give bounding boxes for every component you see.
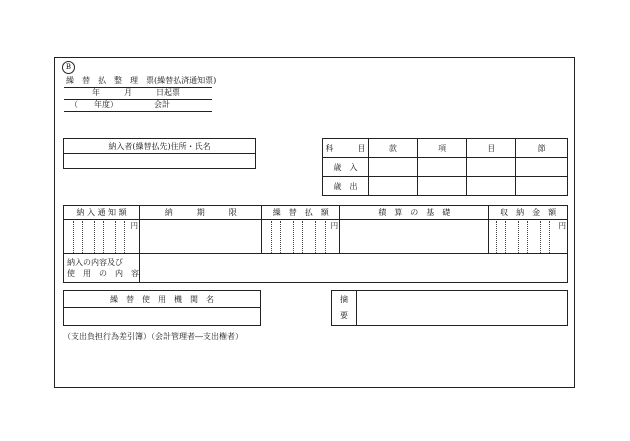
remarks-label-2: 要	[340, 311, 348, 320]
account-header-subject: 科 目	[323, 139, 369, 158]
account-header-moku: 目	[467, 139, 516, 158]
payer-field[interactable]	[64, 154, 256, 169]
payer-label: 納入者(繰替払先)住所・氏名	[64, 139, 256, 154]
digit-separator	[505, 221, 506, 253]
account-cell[interactable]	[467, 177, 516, 196]
content-label-cell	[64, 254, 140, 283]
account-table	[322, 138, 568, 196]
advance-payment-cell[interactable]	[262, 220, 340, 254]
remarks-label-1: 摘	[340, 295, 348, 304]
agency-field[interactable]	[64, 308, 261, 326]
footer-note: （支出負担行為差引簿）（会計管理者―支出権者）	[63, 332, 243, 341]
digit-separator	[293, 221, 294, 253]
digit-separator	[496, 221, 497, 253]
yen-unit: 円	[130, 221, 138, 230]
digit-separator	[540, 221, 541, 253]
account-row-expenditure: 歳 出	[323, 177, 369, 196]
agency-box	[63, 290, 261, 326]
account-cell[interactable]	[516, 158, 568, 177]
account-header-kan: 款	[368, 139, 417, 158]
digit-separator	[527, 221, 528, 253]
circled-mark: B	[62, 61, 75, 74]
account-header-kou: 項	[417, 139, 467, 158]
digit-separator	[94, 221, 95, 253]
digit-separator	[82, 221, 83, 253]
account-cell[interactable]	[368, 177, 417, 196]
digit-separator	[103, 221, 104, 253]
agency-label: 繰 替 使 用 機 関 名	[64, 291, 261, 308]
content-field[interactable]	[140, 254, 568, 283]
calculation-basis-cell[interactable]	[340, 220, 489, 254]
notice-amount-cell[interactable]	[64, 220, 140, 254]
digit-separator	[518, 221, 519, 253]
fiscal-year-line: （ 年度） 会計	[70, 100, 170, 109]
account-cell[interactable]	[417, 158, 467, 177]
remarks-field[interactable]	[357, 291, 568, 326]
yen-unit: 円	[558, 221, 566, 230]
digit-separator	[280, 221, 281, 253]
account-cell[interactable]	[417, 177, 467, 196]
header-advance-payment: 繰 替 払 額	[262, 206, 340, 220]
digit-separator	[315, 221, 316, 253]
digit-separator	[73, 221, 74, 253]
header-notice-amount: 納 入 通 知 額	[64, 206, 140, 220]
header-due-date: 納 期 限	[140, 206, 262, 220]
yen-unit: 円	[330, 221, 339, 230]
header-receipt-amount: 収 納 金 額	[489, 206, 568, 220]
header-calculation-basis: 積 算 の 基 礎	[340, 206, 489, 220]
issue-date-line: 年 月 日起票	[92, 88, 180, 97]
receipt-amount-cell[interactable]	[489, 220, 568, 254]
form-title: 繰 替 払 整 理 票(繰替払済通知票)	[66, 76, 217, 85]
fiscal-underline	[64, 111, 212, 112]
digit-separator	[302, 221, 303, 253]
digit-separator	[124, 221, 125, 253]
payer-box	[63, 138, 256, 169]
digit-separator	[271, 221, 272, 253]
account-row-revenue: 歳 入	[323, 158, 369, 177]
account-header-setsu: 節	[516, 139, 568, 158]
account-cell[interactable]	[368, 158, 417, 177]
account-cell[interactable]	[516, 177, 568, 196]
content-label-2: 使 用 の 内 容	[67, 269, 139, 278]
account-cell[interactable]	[467, 158, 516, 177]
digit-separator	[549, 221, 550, 253]
remarks-label	[332, 291, 357, 326]
digit-separator	[325, 221, 326, 253]
due-date-cell[interactable]	[140, 220, 262, 254]
digit-separator	[115, 221, 116, 253]
content-label-1: 納入の内容及び	[67, 258, 123, 267]
remarks-box	[331, 290, 568, 326]
